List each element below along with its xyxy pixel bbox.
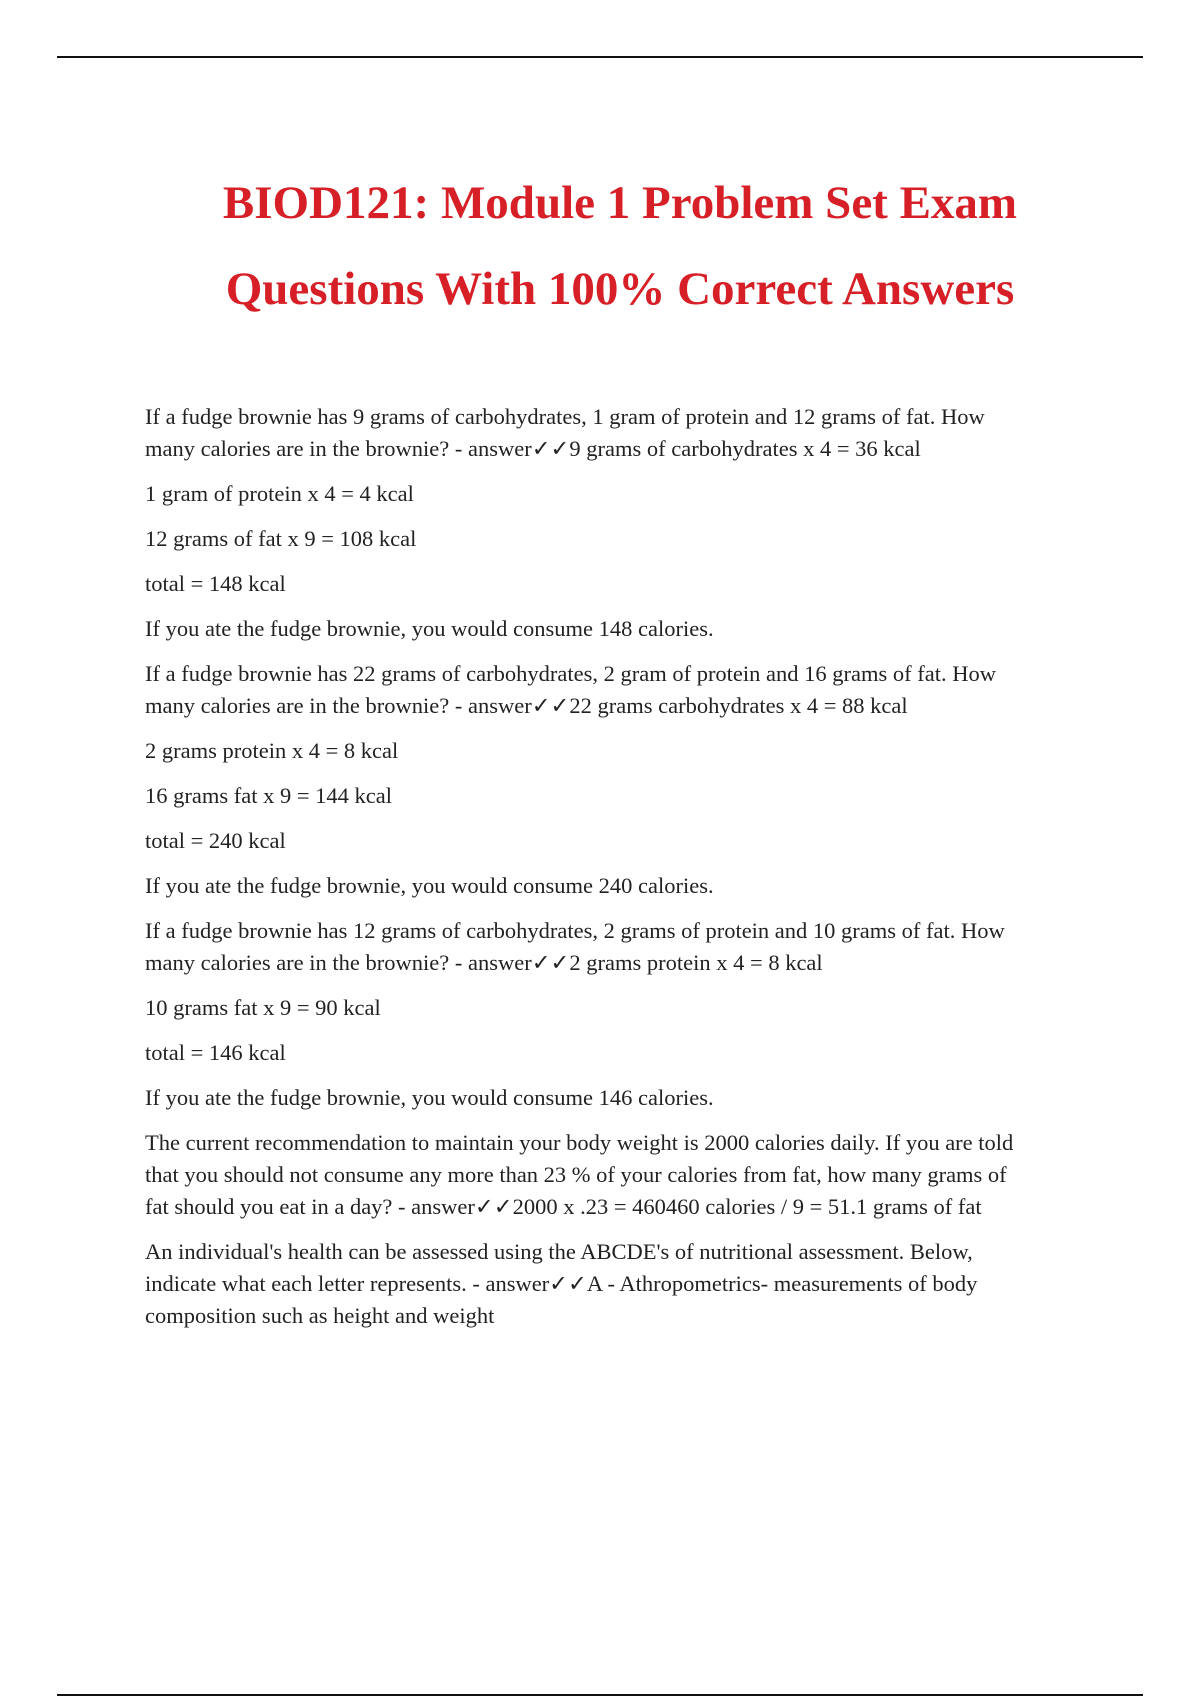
paragraph: 2 grams protein x 4 = 8 kcal xyxy=(145,738,399,763)
title-line-1: BIOD121: Module 1 Problem Set Exam xyxy=(222,177,1018,229)
paragraph-q4: The current recommendation to maintain your body weight is 2000 calories daily. If you are told that you should not consume any more than 23 % of your calories from fat, how many grams of fat should you eat in a day? - answer✓✓2000 x .23 = 460460 calories / 9 = 51.1 grams of fat xyxy=(145,1130,1014,1219)
paragraph: If you ate the fudge brownie, you would consume 240 calories. xyxy=(145,873,714,898)
paragraph: total = 148 kcal xyxy=(145,571,286,596)
document-title xyxy=(0,160,1200,332)
footer-rule xyxy=(57,1694,1143,1696)
paragraph: 1 gram of protein x 4 = 4 kcal xyxy=(145,481,414,506)
document-body xyxy=(145,401,1105,1345)
paragraph: 16 grams fat x 9 = 144 kcal xyxy=(145,783,393,808)
paragraph-q2: If a fudge brownie has 22 grams of carbohydrates, 2 gram of protein and 16 grams of fat. How many calories are in the brownie? - answer✓✓22 grams carbohydrates x 4 = 88 kcal xyxy=(145,661,996,718)
title-line-2: Questions With 100% Correct Answers xyxy=(225,263,1015,315)
paragraph-q5: An individual's health can be assessed using the ABCDE's of nutritional assessment. Below, indicate what each letter represents. - answer✓✓A - Athropometrics- measurements of body composition such as height and weight xyxy=(145,1239,978,1328)
paragraph: total = 146 kcal xyxy=(145,1040,286,1065)
header-rule xyxy=(57,56,1143,58)
paragraph: 12 grams of fat x 9 = 108 kcal xyxy=(145,526,417,551)
paragraph: If you ate the fudge brownie, you would consume 146 calories. xyxy=(145,1085,714,1110)
paragraph-q1: If a fudge brownie has 9 grams of carbohydrates, 1 gram of protein and 12 grams of fat. How many calories are in the brownie? - answer✓✓9 grams of carbohydrates x 4 = 36 kcal xyxy=(145,404,985,461)
paragraph: total = 240 kcal xyxy=(145,828,286,853)
paragraph: 10 grams fat x 9 = 90 kcal xyxy=(145,995,381,1020)
paragraph-q3: If a fudge brownie has 12 grams of carbohydrates, 2 grams of protein and 10 grams of fat. How many calories are in the brownie? - answer✓✓2 grams protein x 4 = 8 kcal xyxy=(145,918,1005,975)
paragraph: If you ate the fudge brownie, you would consume 148 calories. xyxy=(145,616,714,641)
